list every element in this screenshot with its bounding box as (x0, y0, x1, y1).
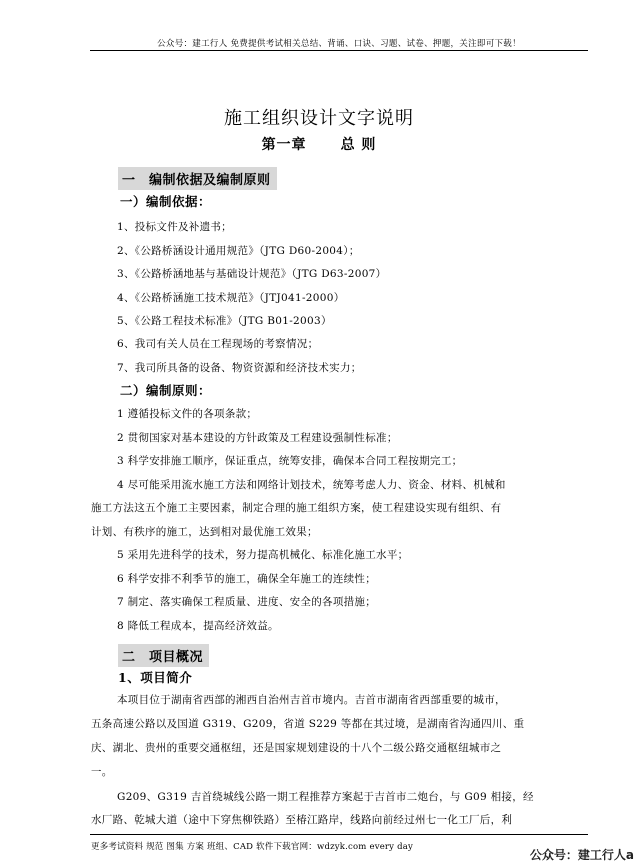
chapter-number: 第一章 (261, 137, 307, 153)
principle-heading: 二）编制原则： (120, 383, 212, 398)
basis-item: 7、我司所具备的设备、物资资源和经济技术实力； (117, 362, 362, 374)
principle-line: 5 采用先进科学的技术，努力提高机械化、标准化施工水平； (117, 549, 409, 561)
page-footer: 更多考试资料 规范 图集 方案 班组、CAD 软件下载官网：wdzyk.com every day (91, 842, 413, 852)
basis-item: 1、投标文件及补遗书； (117, 221, 232, 233)
paragraph-line: 庆、湖北、贵州的重要交通枢纽，还是国家规划建设的十八个二级公路交通枢纽城市之 (91, 742, 502, 754)
principle-line: 1 遵循投标文件的各项条款； (117, 408, 258, 420)
header-divider (90, 50, 588, 51)
section-heading-2: 二 项目概况 (118, 644, 209, 667)
footer-divider (90, 834, 588, 835)
page-header: 公众号：建工行人 免费提供考试相关总结、背诵、口诀、习题、试卷、押题，关注即可下载！ (157, 39, 521, 49)
basis-item: 6、我司有关人员在工程现场的考察情况； (117, 338, 319, 350)
watermark-text: 公众号：建工行人a (529, 848, 634, 862)
paragraph-line: 五条高速公路以及国道 G319、G209，省道 S229 等都在其过境，是湖南省沟通四川、重 (91, 718, 525, 730)
basis-heading: 一）编制依据： (120, 194, 212, 209)
paragraph-line: 一。 (91, 766, 113, 778)
principle-line: 6 科学安排不利季节的施工，确保全年施工的连续性； (117, 573, 377, 585)
document-title: 施工组织设计文字说明 (224, 108, 414, 129)
principle-line: 4 尽可能采用流水施工方法和网络计划技术，统筹考虑人力、资金、材料、机械和 (117, 479, 506, 491)
paragraph-line: G209、G319 吉首绕城线公路一期工程推荐方案起于吉首市二炮台，与 G09 相接，经 (117, 791, 534, 803)
project-intro-heading: 1、项目简介 (118, 670, 193, 685)
chapter-name: 总 则 (340, 137, 377, 153)
chapter-heading (0, 134, 638, 154)
principle-line: 计划、有秩序的施工，达到相对最优施工效果； (91, 526, 318, 538)
paragraph-line: 水厂路、乾城大道（途中下穿焦柳铁路）至椿江路岸，线路向前经过州七一化工厂后，利 (91, 814, 513, 826)
principle-line: 7 制定、落实确保工程质量、进度、安全的各项措施； (117, 596, 377, 608)
paragraph-line: 本项目位于湖南省西部的湘西自治州吉首市境内。吉首市湖南省西部重要的城市， (117, 694, 506, 706)
principle-line: 2 贯彻国家对基本建设的方针政策及工程建设强制性标准； (117, 432, 398, 444)
section-heading-1: 一 编制依据及编制原则 (118, 167, 277, 190)
principle-line: 施工方法这五个施工主要因素，制定合理的施工组织方案，使工程建设实现有组织、有 (91, 502, 502, 514)
basis-item: 2、《公路桥涵设计通用规范》（JTG D60-2004）； (117, 245, 360, 257)
principle-line: 3 科学安排施工顺序，保证重点，统筹安排，确保本合同工程按期完工； (117, 455, 463, 467)
basis-item: 4、《公路桥涵施工技术规范》（JTJ041-2000） (117, 292, 345, 304)
principle-line: 8 降低工程成本，提高经济效益。 (117, 620, 279, 632)
basis-item: 3、《公路桥涵地基与基础设计规范》（JTG D63-2007） (117, 268, 387, 280)
basis-item: 5、《公路工程技术标准》（JTG B01-2003） (117, 315, 332, 327)
